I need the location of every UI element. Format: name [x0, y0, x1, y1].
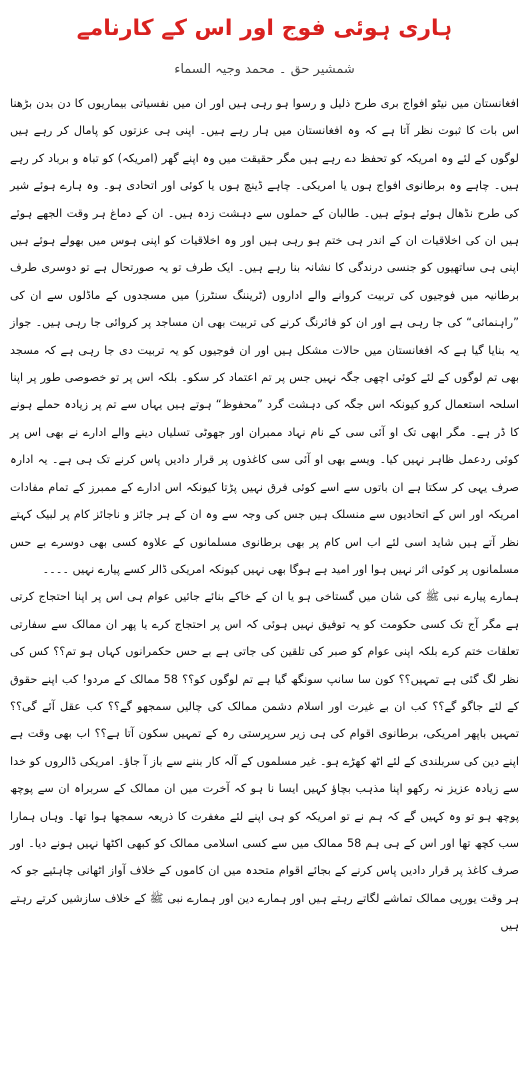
article-byline: شمشیر حق ۔ محمد وجیہ السماء — [174, 62, 355, 77]
article-title: ہاری ہوئی فوج اور اس کے کارنامے — [76, 16, 453, 41]
article-paragraph: ہمارے پیارے نبی ﷺ کی شان میں گستاخی ہو یا ان کے خاکے بنائے جائیں عوام ہی اس پر اپنا احتجاج کرتی ہے مگر آج تک کسی حکومت کو یہ توفیق نہیں ہوئی کہ اس پر احتجاج کرے یا پھر ان ممالک سے سفارتی تعلقات ختم کرے بلکہ اپنی عوام کو صبر کی تلقین کی جاتی ہے بے حس حکمرانوں کہاں ہو تم؟؟ کس کی نظر لگ گئی ہے تمہیں؟؟ کون سا سانپ سونگھ گیا ہے تم لوگوں کو؟؟ 58 ممالک کے مردو! کب اپنے حقوق کے لئے جاگو گے؟؟ کب ان بے غیرت اور اسلام دشمن ممالک کی چالیں سمجھو گے؟؟ کب عقل آئے گی؟؟ تمہیں باپھر امریکی، برطانوی اقوام کی ہی زیر سرپرستی رہ کے تمہیں سکون آتا ہے؟؟ اب بھی وقت ہے اپنے دین کی سربلندی کے لئے اٹھ کھڑے ہو۔ غیر مسلموں کے آلہ کار بننے سے باز آ جاؤ۔ امریکی ڈالروں کو خدا سے زیادہ عزیز نہ رکھو اپنا مذہب بچاؤ کہیں ایسا نا ہو کہ آخرت میں ان ممالک کے سربراہ ان سے پوچھ پوچھ ہو تو وہ کہیں گے کہ ہم نے تو امریکہ کو ہی اپنے لئے مغفرت کا ذریعہ سمجھا ہوا تھا۔ وہاں ہمارا سب کچھ تھا اور اس کے ہی ہم 58 ممالک میں سے کسی اسلامی ممالک کو کبھی اکٹھا نہیں ہونے دیا۔ اور صرف کاغذ پر قرار دادیں پاس کرنے کے بجائے اقوام متحدہ میں ان کاموں کے خلاف آواز اٹھانی چاہئیے جو کہ ہر وقت یورپی ممالک تماشے لگاتے رہتے ہیں اور ہمارے دین اور ہمارے نبی ﷺ کے خلاف سازشیں کرتے رہتے ہیں — [10, 590, 519, 933]
article-body — [10, 90, 519, 940]
article-paragraph: افغانستان میں نیٹو افواج بری طرح ذلیل و رسوا ہو رہی ہیں اور ان میں نفسیاتی بیماریوں کا دن بدن بڑھنا اس بات کا ثبوت نظر آتا ہے کہ وہ افغانستان میں ہار رہے ہیں۔ اپنی ہی عزتوں کو پامال کر رہے ہیں لوگوں کے لئے وہ امریکہ کو تحفظ دے رہے ہیں مگر حقیقت میں وہ اپنے گھر (امریکہ) کو تباہ و برباد کر رہے ہیں۔ چاہے وہ برطانوی افواج ہوں یا امریکی۔ چاہے ڈینچ ہوں یا کوئی اور اتحادی ہو۔ وہ ہارے ہوئے شیر کی طرح نڈھال ہوئے ہوئے ہیں۔ طالبان کے حملوں سے دہشت زدہ ہیں۔ ان کے دماغ ہر وقت الجھے ہوئے ہیں ان کی اخلاقیات ان کے اندر ہی ختم ہو رہی ہیں اور وہ اخلاقیات کو اپنی ہوس میں بھولے ہوئے ہیں اپنی ہی ساتھیوں کو جنسی درندگی کا نشانہ بنا رہے ہیں۔ ایک طرف تو یہ صورتحال ہے تو دوسری طرف برطانیہ میں فوجیوں کی تربیت کروانے والے اداروں (ٹریننگ سنٹرز) میں مسجدوں کے ماڈلوں سے ان کی ”راہنمائی“ کی جا رہی ہے اور ان کو فائرنگ کرنے کی تربیت بھی ان مساجد پر کروائی جا رہی ہیں۔ جواز یہ بنایا گیا ہے کہ افغانستان میں حالات مشکل ہیں اور ان فوجیوں کو یہ تربیت دی جا رہی ہے کہ مسجد بھی تم لوگوں کے لئے کوئی اچھی جگہ نہیں جس پر تم اعتماد کر سکو۔ بلکہ اس پر تو خصوصی طور پر اپنا اسلحہ استعمال کرو کیونکہ اس جگہ کی دہشت گرد ”محفوظ“ ہوتے ہیں یہاں سے تم پر زیادہ حملے ہونے کا ڈر ہے۔ مگر ابھی تک او آئی سی کے نام نہاد ممبران اور جھوٹی تسلیاں دینے والے ادارے نے بھی اس پر کوئی ردعمل ظاہر نہیں کیا۔ ویسے بھی او آئی سی کاغذوں پر قرار دادیں پاس کرنے تک ہی ہے۔ یہ ادارہ صرف یہی کر سکتا ہے ان باتوں سے اسے کوئی فرق نہیں پڑتا کیونکہ اس ادارے کے ممبرز کے تمام مفادات امریکہ اور اس کے اتحادیوں سے منسلک ہیں جس کی وجہ سے وہ ان کے ہر جائز و ناجائز کام پر لبیک کہتے نظر آتے ہیں شاید اسی لئے اب اس کام پر بھی برطانوی مسلمانوں کے علاوہ کسی بھی دوسرے بے حس مسلمانوں پر کوئی اثر نہیں ہوا اور امید ہے ہوگا بھی نہیں کیونکہ امریکی ڈالر کسے پیارے نہیں ۔۔۔۔ — [10, 97, 519, 576]
